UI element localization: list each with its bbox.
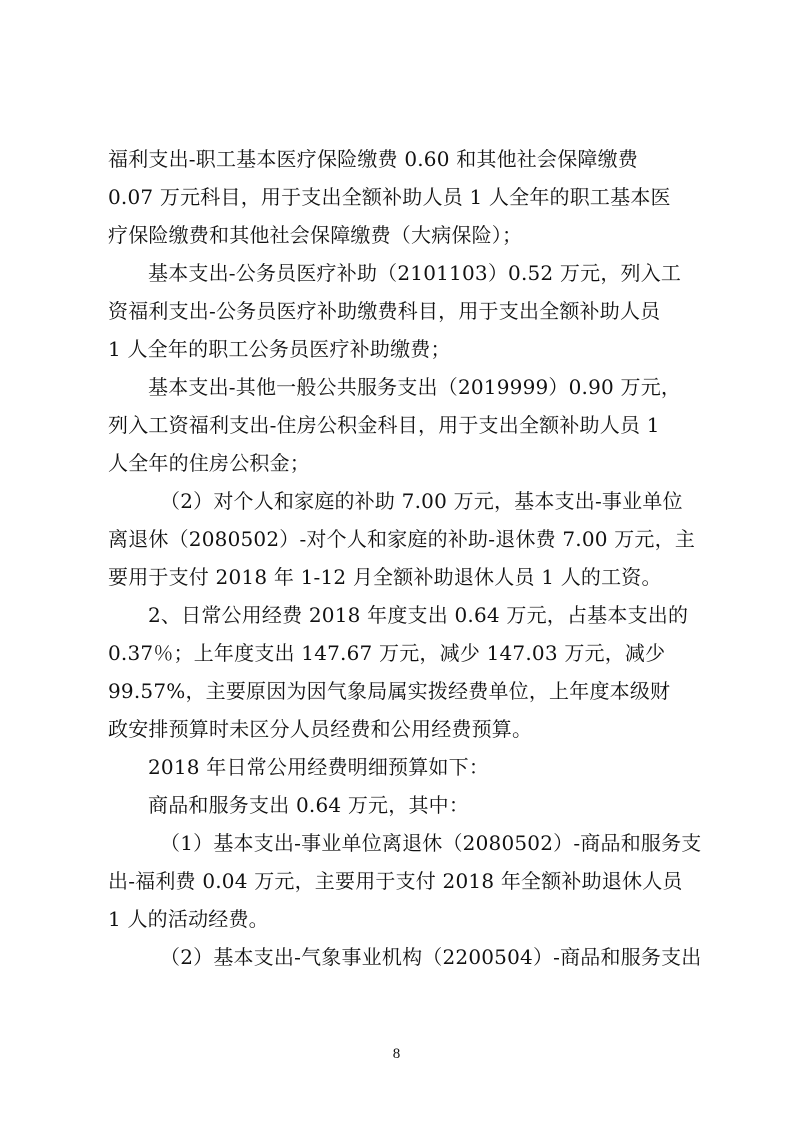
text-line: 基本支出-其他一般公共服务支出（2019999）0.90 万元， [148, 375, 682, 399]
text-line: 2、日常公用经费 2018 年度支出 0.64 万元，占基本支出的 [148, 603, 689, 627]
text-line: 2018 年日常公用经费明细预算如下： [148, 755, 490, 779]
text-line: 离退休（2080502）-对个人和家庭的补助-退休费 7.00 万元，主 [108, 527, 696, 551]
text-line: 商品和服务支出 0.64 万元，其中： [148, 793, 470, 817]
text-line: 列入工资福利支出-住房公积金科目，用于支出全额补助人员 1 [108, 413, 660, 437]
text-line: 出-福利费 0.04 万元，主要用于支付 2018 年全额补助退休人员 [108, 869, 683, 893]
text-line: 要用于支付 2018 年 1-12 月全额补助退休人员 1 人的工资。 [108, 565, 662, 589]
page-number: 8 [392, 1046, 401, 1062]
text-line: （2）基本支出-气象事业机构（2200504）-商品和服务支出 [160, 945, 702, 969]
text-line: 0.37％；上年度支出 147.67 万元，减少 147.03 万元，减少 [108, 641, 666, 665]
text-line: 资福利支出-公务员医疗补助缴费科目，用于支出全额补助人员 [108, 299, 661, 323]
text-line: 政安排预算时未区分人员经费和公用经费预算。 [108, 717, 533, 741]
text-line: 1 人的活动经费。 [108, 907, 269, 931]
text-line: （2）对个人和家庭的补助 7.00 万元，基本支出-事业单位 [160, 489, 683, 513]
text-line: 疗保险缴费和其他社会保障缴费（大病保险）； [108, 223, 523, 247]
text-line: 0.07 万元科目，用于支出全额补助人员 1 人全年的职工基本医 [108, 185, 671, 209]
text-line: 人全年的住房公积金； [108, 451, 310, 475]
text-line: 福利支出-职工基本医疗保险缴费 0.60 和其他社会保障缴费 [108, 147, 639, 171]
text-line: 基本支出-公务员医疗补助（2101103）0.52 万元，列入工 [148, 261, 682, 285]
text-line: 1 人全年的职工公务员医疗补助缴费； [108, 337, 451, 361]
text-line: （1）基本支出-事业单位离退休（2080502）-商品和服务支 [160, 831, 702, 855]
text-line: 99.57%，主要原因为因气象局属实拨经费单位，上年度本级财 [108, 679, 671, 703]
